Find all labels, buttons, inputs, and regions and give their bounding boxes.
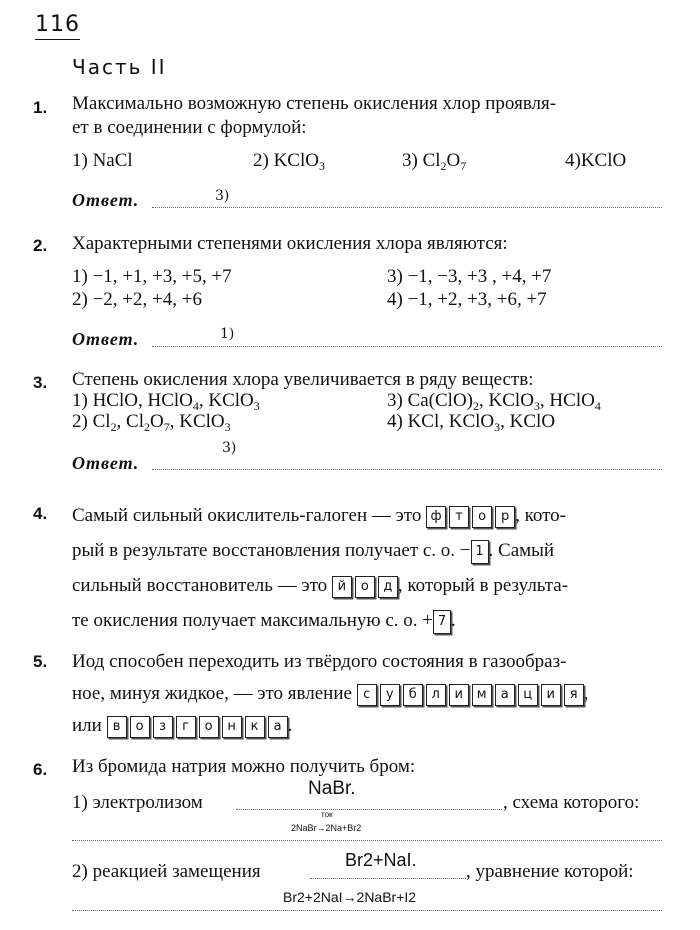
question-2-text: Характерными степенями окисления хлора являются:	[72, 233, 508, 254]
q6-substitution-equation: Br2+2NaI→2NaBr+I2	[283, 889, 417, 905]
letter-box: р	[495, 506, 515, 528]
page-number: 116	[35, 12, 80, 40]
letter-box: в	[107, 716, 127, 738]
letter-box: й	[332, 576, 352, 598]
question-6-text: Из бромида натрия можно получить бром:	[72, 756, 416, 777]
letter-box: н	[222, 716, 242, 738]
question-4-text: Самый сильный окислитель-галоген — это ф т о р , кото- рый в результате восстановления получает с. о. − 1 . Самый сильный восстановитель — это й о д , который в результа- те окисления получает максимальную с. о. + 7 .	[72, 498, 672, 638]
q1-answer-label: Ответ.	[72, 190, 140, 210]
q6-item-2-label: 2) реакцией замещения	[72, 861, 261, 882]
q3-answer-label: Ответ.	[72, 453, 140, 473]
q3-answer-line	[152, 469, 662, 470]
answer-box-oxidation-1: 1	[471, 540, 489, 564]
q3-option-2: 2) $Cl_2$, $Cl_2O_7$, KClO$_3$	[72, 411, 231, 434]
answer-word-vozgonka	[107, 716, 288, 738]
q2-option-2: 2) −2, +2, +4, +6	[72, 289, 202, 310]
letter-box: а	[495, 684, 515, 706]
letter-box: у	[380, 684, 400, 706]
q6-equation-line	[72, 910, 662, 911]
question-1-text: Максимально возможную степень окисления хлор проявля- ет в соединении с формулой:	[72, 93, 557, 138]
part-title: Часть II	[72, 55, 167, 79]
answer-box-oxidation-7: 7	[433, 610, 451, 634]
q2-option-3: 3) −1, −3, +3 , +4, +7	[387, 266, 552, 287]
q1-option-4: 4)KClO	[565, 150, 627, 171]
q1-answer: 3)	[215, 188, 230, 204]
answer-word-ftor	[426, 506, 515, 528]
q2-answer-label: Ответ.	[72, 329, 140, 349]
q6-item-1-suffix: , схема которого:	[503, 792, 640, 813]
question-5-number: 5.	[33, 652, 48, 671]
letter-box: я	[564, 684, 584, 706]
q3-answer: 3)	[222, 440, 237, 456]
question-6-number: 6.	[33, 760, 48, 779]
q6-item-2-handwritten: Br2+NaI.	[345, 850, 417, 870]
q1-option-1: 1) NaCl	[72, 150, 133, 171]
letter-box: л	[426, 684, 446, 706]
question-2-number: 2.	[33, 236, 48, 255]
letter-box: и	[449, 684, 469, 706]
letter-box: с	[357, 684, 377, 706]
q1-option-3: 3) $Cl_2O_7$	[402, 150, 467, 173]
letter-box: о	[199, 716, 219, 738]
q6-item-2-line	[310, 878, 466, 879]
letter-box: и	[541, 684, 561, 706]
q6-scheme-line	[72, 840, 662, 841]
q3-option-3: 3) $Ca(ClO)_2$, KClO$_3$, HClO$_4$	[387, 390, 601, 413]
q3-option-4: 4) KCl, KClO$_3$, KClO	[387, 411, 556, 434]
question-4-number: 4.	[33, 504, 48, 523]
answer-word-sublimatsiya	[357, 684, 584, 706]
q2-answer: 1)	[220, 326, 235, 342]
letter-box: о	[130, 716, 150, 738]
q6-electrolysis-scheme: 2NaBr→2Na+Br2	[291, 823, 362, 833]
question-1-number: 1.	[33, 98, 48, 117]
q6-tok-label: ток	[321, 810, 333, 819]
q6-item-2-suffix: , уравнение которой:	[466, 861, 634, 882]
letter-box: а	[268, 716, 288, 738]
letter-box: ц	[518, 684, 538, 706]
letter-box: г	[176, 716, 196, 738]
q3-option-1: 1) HClO, HClO$_4$, KClO$_3$	[72, 390, 260, 413]
q1-answer-line	[152, 207, 662, 208]
letter-box: о	[355, 576, 375, 598]
letter-box: м	[472, 684, 492, 706]
question-3-number: 3.	[33, 373, 48, 392]
letter-box: з	[153, 716, 173, 738]
letter-box: б	[403, 684, 423, 706]
q6-item-1-line	[236, 809, 502, 810]
letter-box: к	[245, 716, 265, 738]
letter-box: ф	[426, 506, 446, 528]
q1-option-2: 2) KClO$_3$	[253, 150, 325, 173]
q2-option-1: 1) −1, +1, +3, +5, +7	[72, 266, 232, 287]
q2-answer-line	[152, 346, 662, 347]
answer-word-iod	[332, 576, 398, 598]
question-3-text: Степень окисления хлора увеличивается в ряду веществ:	[72, 369, 534, 390]
letter-box: т	[449, 506, 469, 528]
q6-item-1-label: 1) электролизом	[72, 792, 203, 813]
q2-option-4: 4) −1, +2, +3, +6, +7	[387, 289, 547, 310]
letter-box: о	[472, 506, 492, 528]
letter-box: д	[378, 576, 398, 598]
q6-item-1-handwritten: NaBr.	[308, 778, 356, 799]
question-5-text: Иод способен переходить из твёрдого состояния в газообраз- ное, минуя жидкое, — это явление с у б л и м а ц и я , или в о з г о н к а .	[72, 651, 589, 736]
